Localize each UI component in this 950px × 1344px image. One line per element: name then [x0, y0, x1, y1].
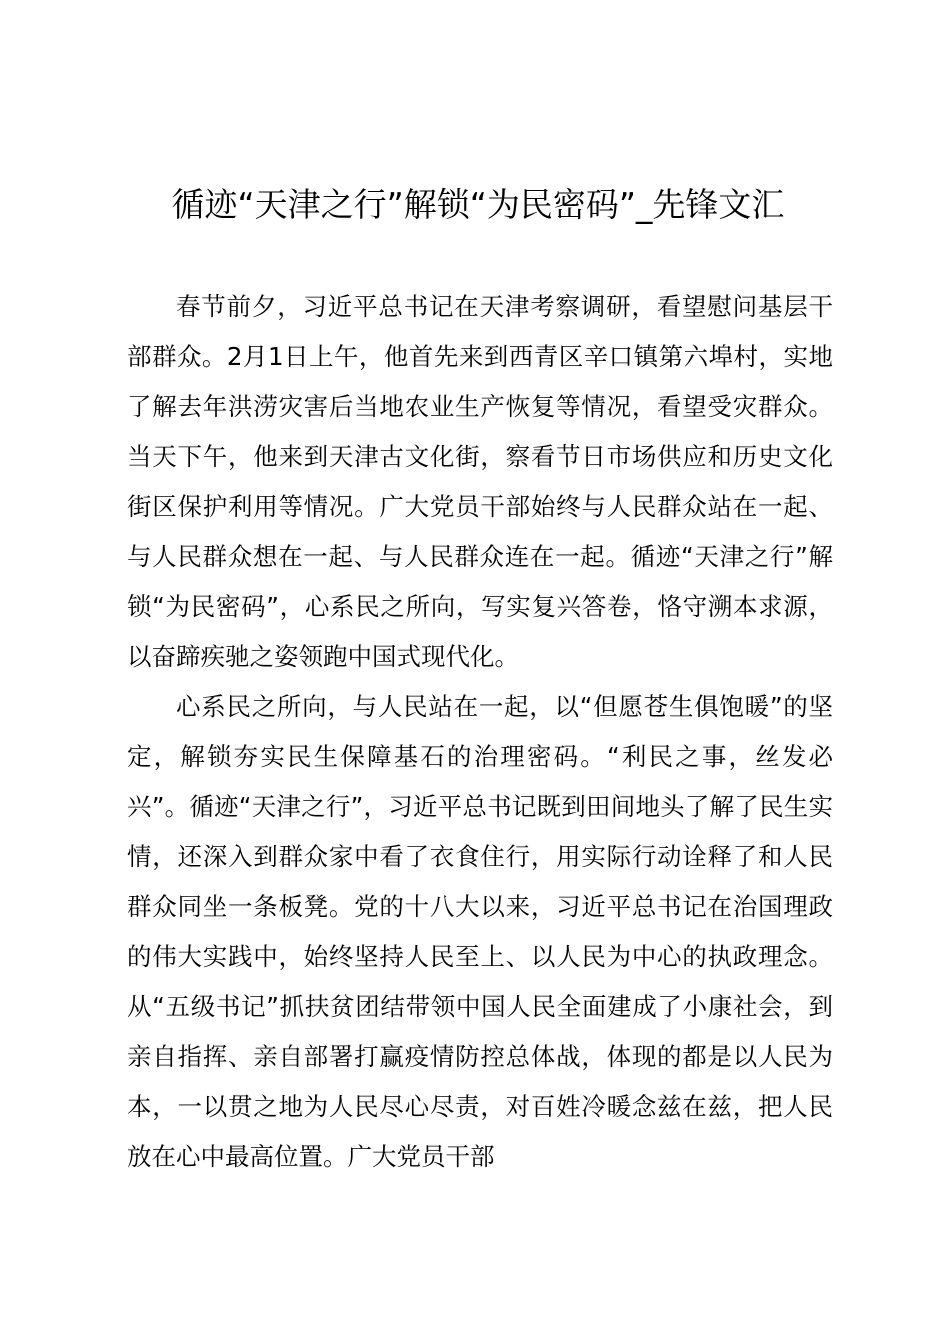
- document-title: 循迹“天津之行”解锁“为民密码”_先锋文汇: [171, 185, 785, 224]
- document-body: [127, 282, 833, 1182]
- paragraph-1: 春节前夕，习近平总书记在天津考察调研，看望慰问基层干部群众。2月1日上午，他首先来到西青区辛口镇第六埠村，实地了解去年洪涝灾害后当地农业生产恢复等情况，看望受灾群众。当天下午，他来到天津古文化街，察看节日市场供应和历史文化街区保护利用等情况。广大党员干部始终与人民群众站在一起、与人民群众想在一起、与人民群众连在一起。循迹“天津之行”解锁“为民密码”，心系民之所向，写实复兴答卷，恪守溯本求源，以奋蹄疾驰之姿领跑中国式现代化。: [127, 292, 833, 671]
- paragraph-2: 心系民之所向，与人民站在一起，以“但愿苍生俱饱暖”的坚定，解锁夯实民生保障基石的治理密码。“利民之事，丝发必兴”。循迹“天津之行”，习近平总书记既到田间地头了解了民生实情，还深入到群众家中看了衣食住行，用实际行动诠释了和人民群众同坐一条板凳。党的十八大以来，习近平总书记在治国理政的伟大实践中，始终坚持人民至上、以人民为中心的执政理念。从“五级书记”抓扶贫团结带领中国人民全面建成了小康社会，到亲自指挥、亲自部署打赢疫情防控总体战，体现的都是以人民为本，一以贯之地为人民尽心尽责，对百姓冷暖念兹在兹，把人民放在心中最高位置。广大党员干部: [127, 692, 833, 1171]
